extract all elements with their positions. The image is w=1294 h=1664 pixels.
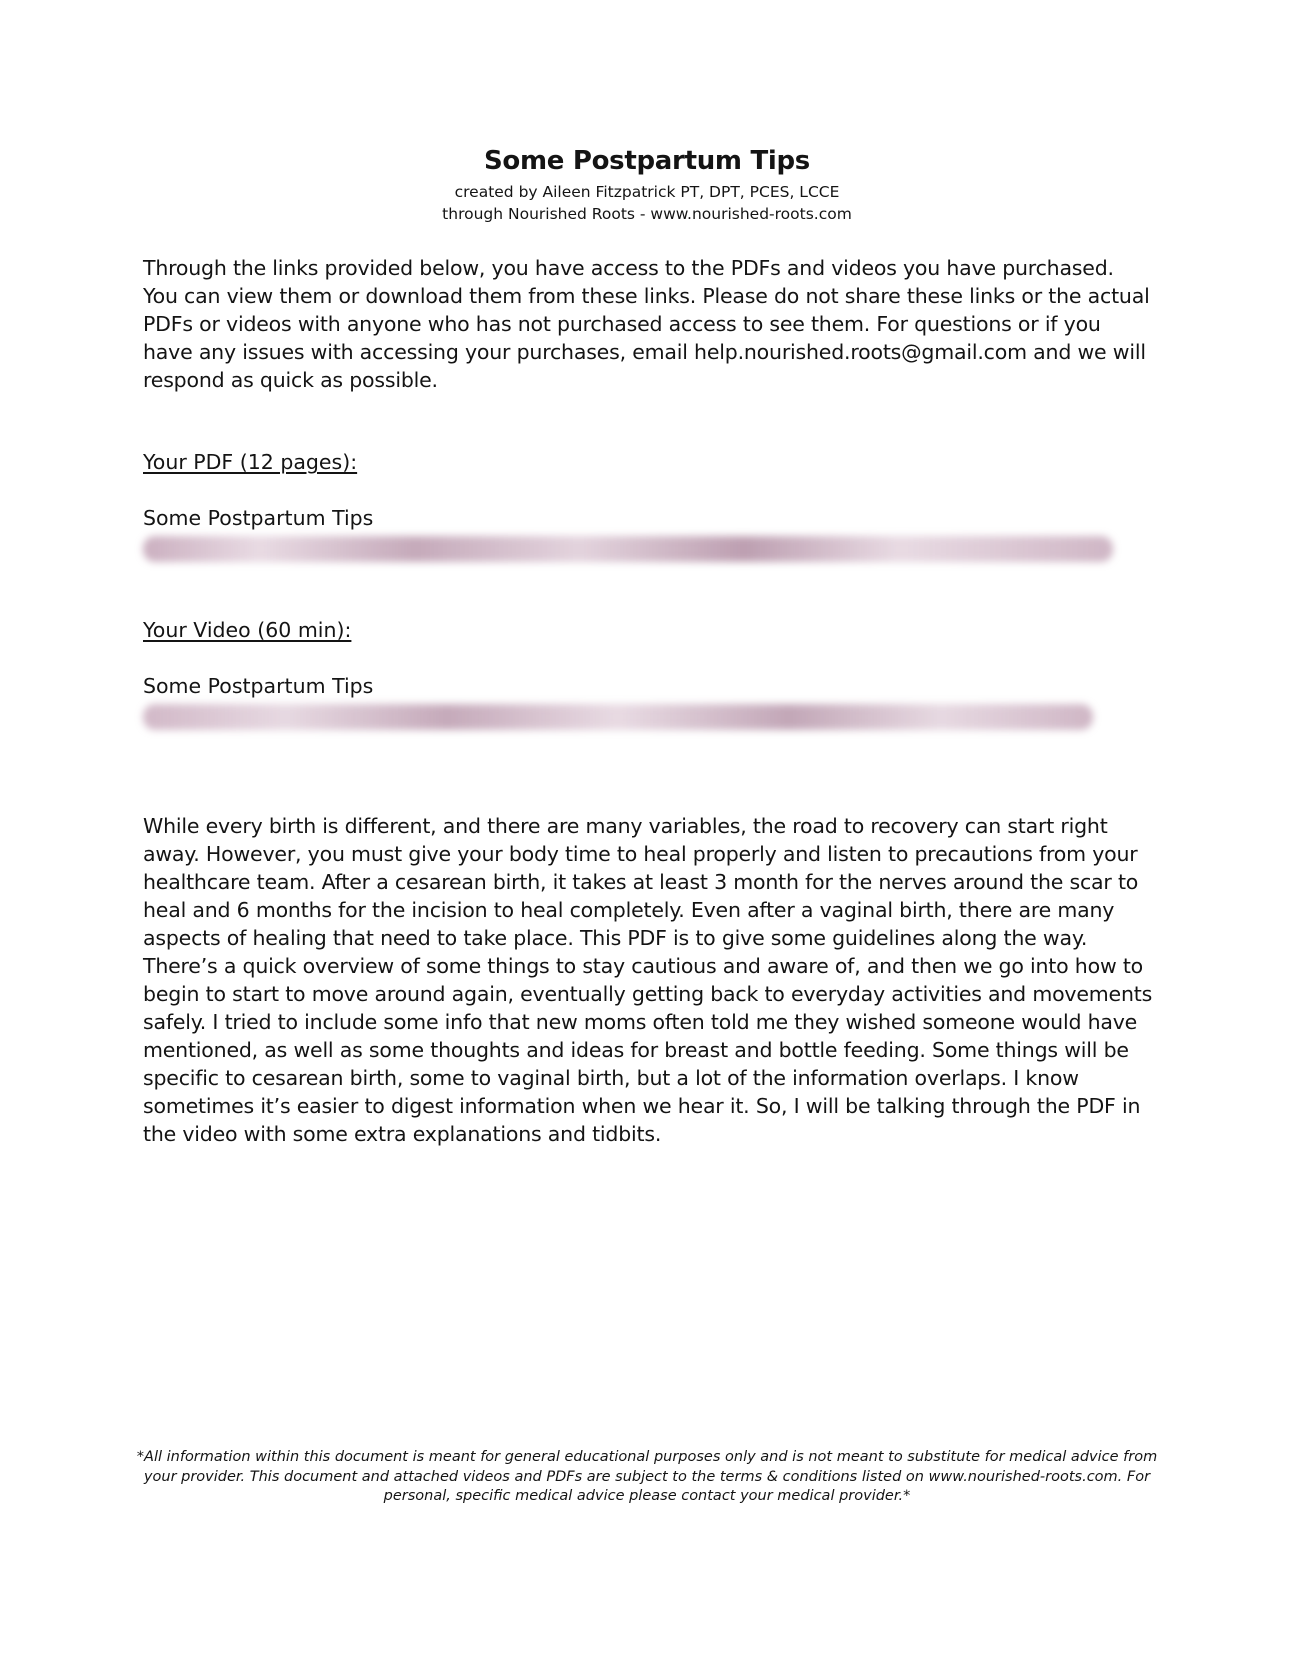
author-byline: created by Aileen Fitzpatrick PT, DPT, PCES, LCCE (454, 183, 840, 201)
disclaimer-footer: *All information within this document is meant for general educational purposes only and is not meant to substitute for medical advice from your provider. This document and attached videos and PDFs are subject to the terms & conditions listed on www.nourished-roots.com. For personal, specific medical advice please contact your medical provider.* (136, 1449, 1158, 1504)
pdf-item-title: Some Postpartum Tips (143, 506, 374, 530)
pdf-section-heading: Your PDF (12 pages): (143, 450, 358, 474)
video-link-blurred[interactable] (143, 704, 1093, 730)
document-title: Some Postpartum Tips (484, 146, 810, 176)
pdf-link-blurred[interactable] (143, 536, 1113, 562)
video-item-title: Some Postpartum Tips (143, 674, 374, 698)
intro-paragraph: Through the links provided below, you have access to the PDFs and videos you have purchased. You can view them or download them from these links. Please do not share these links or the actual PDFs or videos with anyone who has not purchased access to see them. For questions or if you have any issues with accessing your purchases, email help.nourished.roots@gmail.com and we will respond as quick as possible. (143, 256, 1150, 392)
video-section-heading: Your Video (60 min): (143, 618, 352, 642)
body-paragraph: While every birth is different, and there are many variables, the road to recovery can start right away. However, you must give your body time to heal properly and listen to precautions from your healthcare team. After a cesarean birth, it takes at least 3 month for the nerves around the scar to heal and 6 months for the incision to heal completely. Even after a vaginal birth, there are many aspects of healing that need to take place. This PDF is to give some guidelines along the way. There’s a quick overview of some things to stay cautious and aware of, and then we go into how to begin to start to move around again, eventually getting back to everyday activities and movements safely. I tried to include some info that new moms often told me they wished someone would have mentioned, as well as some thoughts and ideas for breast and bottle feeding. Some things will be specific to cesarean birth, some to vaginal birth, but a lot of the information overlaps. I know sometimes it’s easier to digest information when we hear it. So, I will be talking through the PDF in the video with some extra explanations and tidbits. (143, 814, 1153, 1146)
publisher-byline: through Nourished Roots - www.nourished-roots.com (442, 205, 852, 223)
